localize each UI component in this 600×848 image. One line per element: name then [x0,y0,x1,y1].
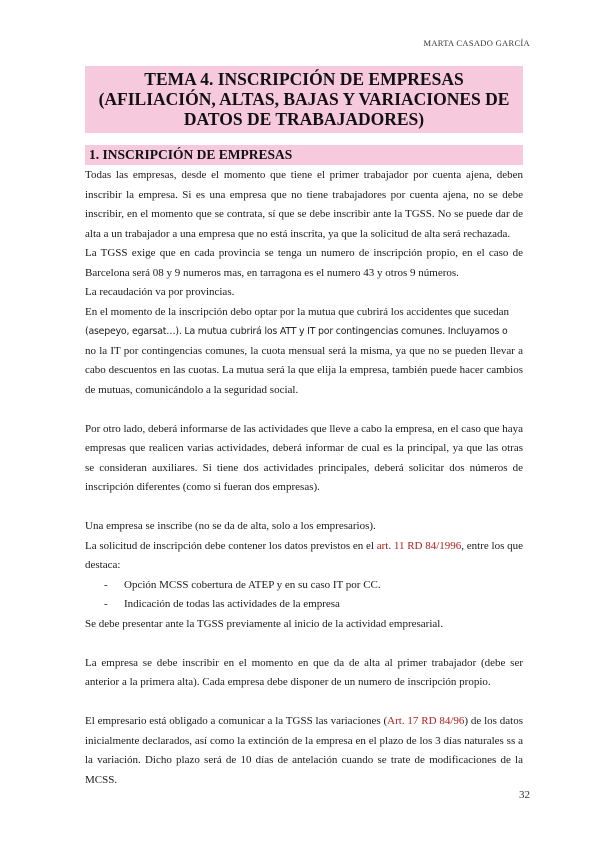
list-item: - Indicación de todas las actividades de la empresa [85,595,523,615]
paragraph-solicitud [85,537,523,576]
mutua-text-b: (asepeyo, egarsat…). La mutua cubrirá los ATT y IT por contingencias comunes. Incluyamos o [85,326,508,337]
paragraph-variaciones [85,712,523,790]
variaciones-text-post: ) de los datos inicialmente declarados, así como la extinción de la empresa en el plazo de los 3 días naturales ss a la variación. Dicho plazo será de 10 días de antelación cuando se trate de modificaciones de la MCSS. [85,715,524,786]
legal-reference-link[interactable]: Art. 17 RD 84/96 [387,715,465,727]
list-item: - Opción MCSS cobertura de ATEP y en su caso IT por CC. [85,576,523,596]
header-author: MARTA CASADO GARCÍA [423,38,530,48]
paragraph-recaudacion: La recaudación va por provincias. [85,286,235,298]
document-body [85,166,523,790]
spacer [85,498,523,518]
paragraph-primer-trabajador: La empresa se debe inscribir en el momento en que da de alta al primer trabajador (debe ser anterior a la primera alta). Cada empresa debe disponer de un numero de inscripción propio. [85,656,523,688]
spacer [85,693,523,713]
page-title: TEMA 4. INSCRIPCIÓN DE EMPRESAS (AFILIACIÓN, ALTAS, BAJAS Y VARIACIONES DE DATOS DE TRABAJADORES) [85,66,523,133]
solicitud-text-pre: La solicitud de inscripción debe contener los datos previstos en el [85,539,377,552]
paragraph-presentar: Se debe presentar ante la TGSS previamente al inicio de la actividad empresarial. [85,617,444,630]
variaciones-text-pre: El empresario está obligado a comunicar a la TGSS las variaciones ( [85,715,388,727]
page-number: 32 [519,789,530,801]
solicitud-text-post: , entre los que destaca: [85,539,524,571]
paragraph-actividades: Por otro lado, deberá informarse de las actividades que lleve a cabo la empresa, en el caso que haya empresas que realicen varias actividades, deberá informar de cual es la principal, ya que las otras se consideran auxiliares. Si tiene dos actividades principales, deberá solicitar dos números de inscripción diferentes (como si fueran dos empresas). [85,422,523,493]
requirements-list [85,576,523,615]
paragraph-provincial-number: La TGSS exige que en cada provincia se tenga un numero de inscripción propio, en el caso de Barcelona será 08 y 9 numeros mas, en tarragona es el numero 43 y otros 9 números. [85,247,523,279]
legal-reference-link[interactable]: art. 11 RD 84/1996 [376,539,462,552]
spacer [85,634,523,654]
paragraph-inscription-required: Todas las empresas, desde el momento que tiene el primer trabajador por cuenta ajena, deben inscribir la empresa. Si es una empresa que no tiene trabajadores por cuenta ajena, no se debe inscribir, en el momento que se contrata, sí que se debe inscribir ante la TGSS. No se puede dar de alta a un trabajador a una empresa que no está inscrita, ya que la solicitud de alta será rechazada. [85,169,523,240]
mutua-text-a: En el momento de la inscripción debo optar por la mutua que cubrirá los accidentes que sucedan [85,305,509,318]
paragraph-empresa-inscribe: Una empresa se inscribe (no se da de alta, solo a los empresarios). [85,520,376,532]
section-heading: 1. INSCRIPCIÓN DE EMPRESAS [85,145,523,165]
paragraph-mutua [85,303,523,401]
mutua-text-c: no la IT por contingencias comunes, la cuota mensual será la misma, ya que no se pueden llevar a cabo descuentos en las cuotas. La mutua será la que elija la empresa, también puede hacer cambios de mutuas, comunicándolo a la seguridad social. [85,344,523,396]
spacer [85,400,523,420]
